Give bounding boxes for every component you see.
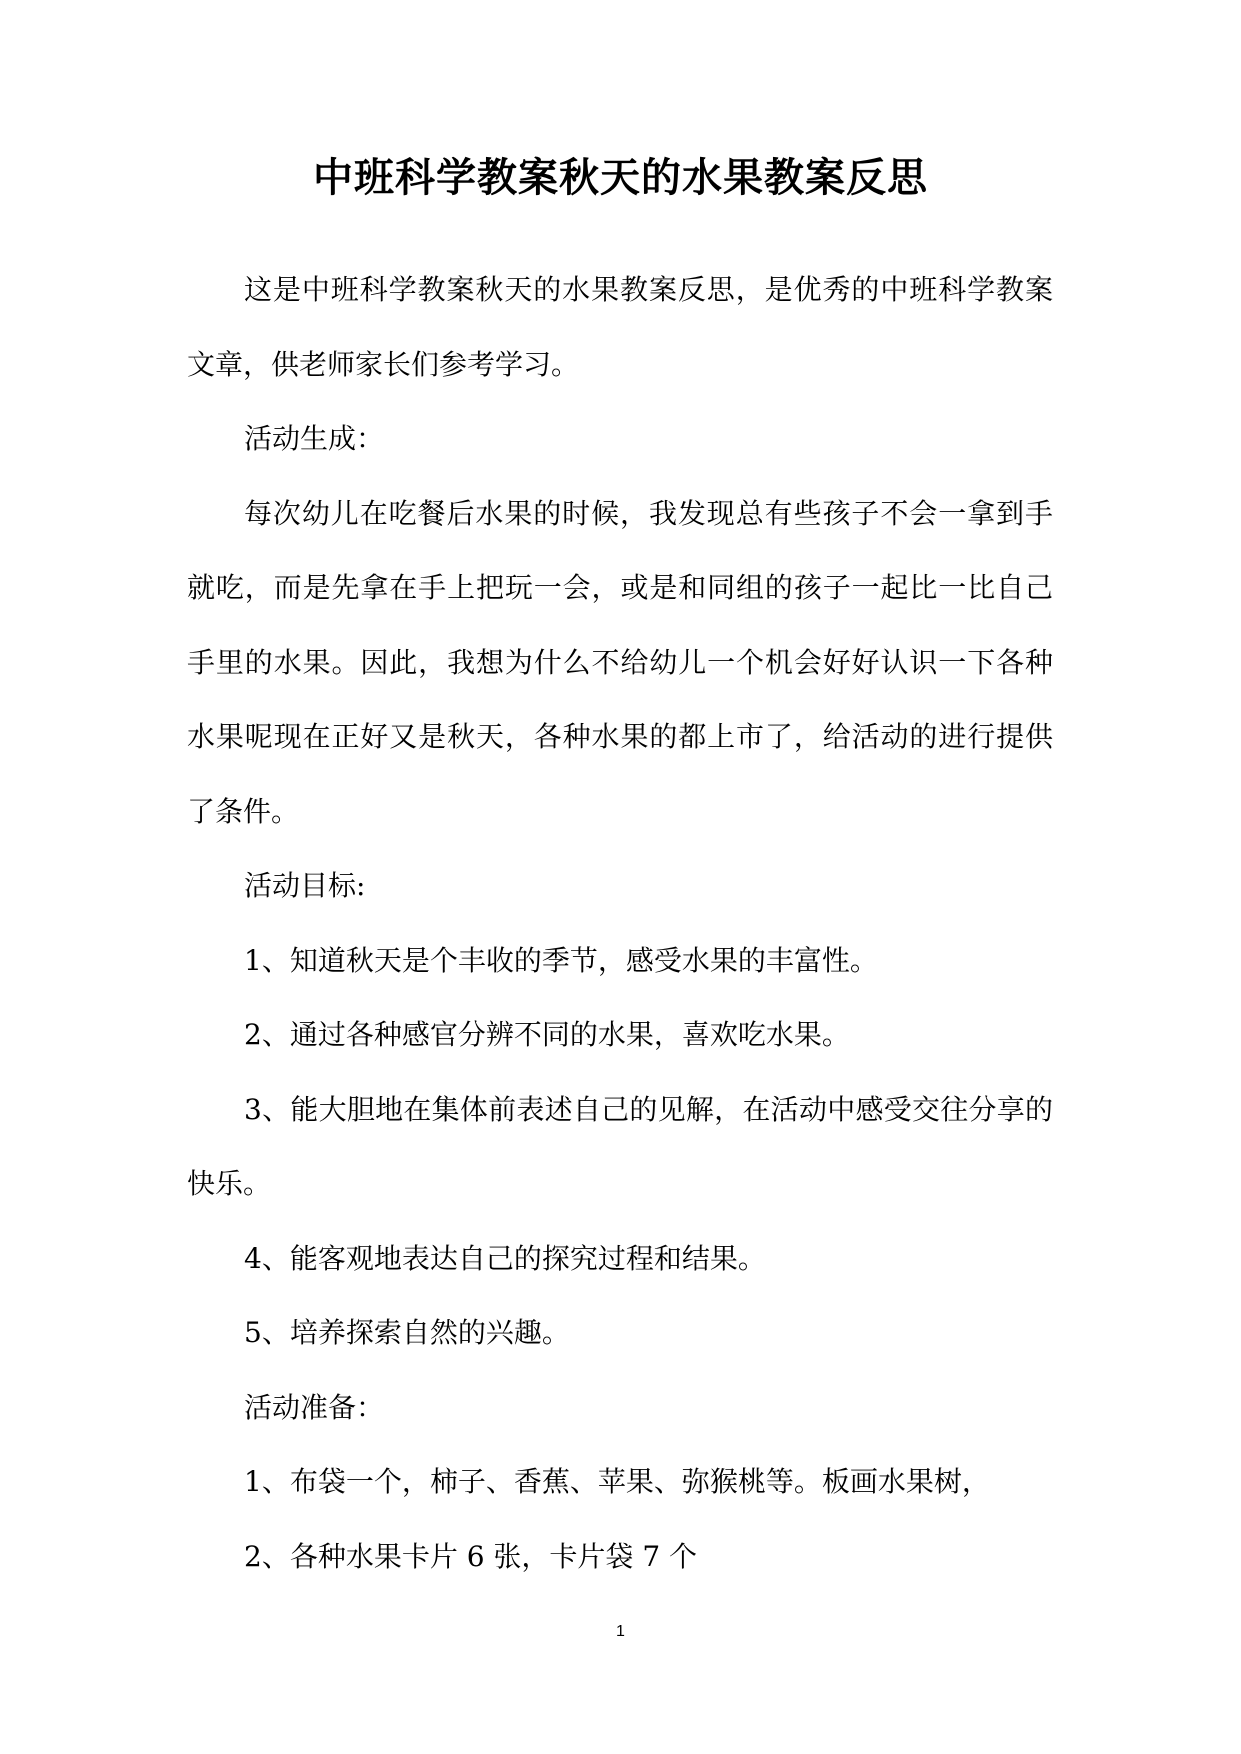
goal-item-2: 2、通过各种感官分辨不同的水果，喜欢吃水果。 [244, 1018, 850, 1051]
goal-item-1: 1、知道秋天是个丰收的季节，感受水果的丰富性。 [244, 943, 878, 977]
goal-item-3: 3、能大胆地在集体前表述自己的见解，在活动中感受交往分享的快乐。 [187, 1092, 1053, 1200]
document-title: 中班科学教案秋天的水果教案反思 [313, 154, 928, 201]
goal-item-4: 4、能客观地表达自己的探究过程和结果。 [244, 1241, 766, 1275]
preparation-item-2: 2、各种水果卡片 6 张，卡片袋 7 个 [244, 1539, 698, 1573]
paragraph-intro: 这是中班科学教案秋天的水果教案反思，是优秀的中班科学教案文章，供老师家长们参考学习。 [187, 273, 1053, 381]
page-number: 1 [616, 1623, 625, 1640]
document-body [187, 253, 1053, 1594]
heading-activity-origin: 活动生成： [244, 422, 385, 455]
preparation-item-1: 1、布袋一个，柿子、香蕉、苹果、弥猴桃等。板画水果树， [244, 1465, 990, 1498]
goal-item-5: 5、培养探索自然的兴趣。 [244, 1316, 570, 1349]
heading-activity-goals: 活动目标: [244, 869, 366, 902]
paragraph-activity-origin: 每次幼儿在吃餐后水果的时候，我发现总有些孩子不会一拿到手就吃，而是先拿在手上把玩一会，或是和同组的孩子一起比一比自己手里的水果。因此，我想为什么不给幼儿一个机会好好认识一下各种水果呢现在正好又是秋天，各种水果的都上市了，给活动的进行提供了条件。 [187, 496, 1053, 828]
heading-activity-preparation: 活动准备： [244, 1390, 385, 1424]
